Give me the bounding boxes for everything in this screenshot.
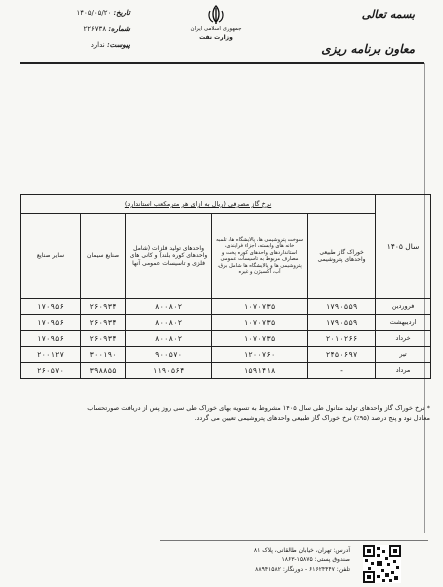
month-cell: خرداد <box>376 331 431 347</box>
industry-cell: ۱۱۹۰۵۶۴ <box>126 363 212 379</box>
deputy-title: معاون برنامه ریزی <box>321 42 415 56</box>
fuel-cell: ۱۰۷۰۷۳۵ <box>212 331 308 347</box>
attachment-value: ندارد <box>90 41 105 49</box>
qr-code <box>363 545 401 583</box>
other-cell: ۱۷۰۹۵۶ <box>21 299 81 315</box>
other-cell: ۲۰۰۱۲۷ <box>21 347 81 363</box>
attachment-label: پیوست: <box>107 40 130 49</box>
feed-cell: ۱۷۹۰۵۵۹ <box>308 315 376 331</box>
date-value: ۱۴۰۵/۰۵/۲۰ <box>76 9 112 17</box>
org-name-line2: وزارت نفت <box>199 34 233 41</box>
group-header: نرخ گاز مصرفی (ریال به ازای هر مترمکعب استاندارد) <box>21 195 376 214</box>
phone-line: تلفن: ۶۱۶۲۴۴۴۷ - دورنگار: ۸۸۹۴۱۵۸۲ <box>255 565 350 573</box>
emblem-logo <box>205 4 227 26</box>
date-label: تاریخ: <box>113 8 130 17</box>
cement-cell: ۲۶۰۹۳۴ <box>81 315 126 331</box>
number-field <box>40 24 130 33</box>
header-divider <box>20 62 424 64</box>
fuel-cell: ۱۵۹۱۴۱۸ <box>212 363 308 379</box>
cement-cell: ۲۶۰۹۳۴ <box>81 331 126 347</box>
footer-address <box>200 546 350 574</box>
feed-cell: - <box>308 363 376 379</box>
date-field <box>40 8 130 17</box>
column-header-fuel: سوخت پتروشیمی ها، پالایشگاه ها، تلمبه خانه های وابسته، اجزاء فرایندی، استانداردهای واحدهای کوره پخت و مصارف مربوط به تاسیسات عمومی پتروشیمی ها و پالایشگاه ها شامل برق، آب، آکسیژن و غیره <box>212 214 308 299</box>
feed-cell: ۲۴۵۰۶۹۷ <box>308 347 376 363</box>
fuel-cell: ۱۲۰۰۷۶۰ <box>212 347 308 363</box>
number-label: شماره: <box>108 24 130 33</box>
other-cell: ۱۷۰۹۵۶ <box>21 331 81 347</box>
attachment-field <box>40 40 130 49</box>
cement-cell: ۲۶۰۹۳۴ <box>81 299 126 315</box>
month-cell: اردیبهشت <box>376 315 431 331</box>
org-name-line1: جمهوری اسلامی ایران <box>190 26 242 32</box>
other-cell: ۱۷۰۹۵۶ <box>21 315 81 331</box>
cement-cell: ۳۹۸۸۵۵ <box>81 363 126 379</box>
footnote-line-1: * نرخ خوراک گاز واحدهای تولید متانول طی سال ۱۴۰۵ مشروط به تسویه بهای خوراک طی سی روز پس از دریافت صورتحساب <box>87 404 430 412</box>
address-line: آدرس: تهران، خیابان طالقانی، پلاک ۸۱ <box>253 547 350 554</box>
month-cell: فروردین <box>376 299 431 315</box>
year-header: سال ۱۴۰۵ <box>376 195 431 299</box>
industry-cell: ۹۰۰۵۷۰ <box>126 347 212 363</box>
column-header-other: سایر صنایع <box>21 214 81 299</box>
footnote-line-2: معادل نود و پنج درصد (۹۵٪) نرخ خوراک گاز طبیعی واحدهای پتروشیمی تعیین می گردد. <box>194 414 430 423</box>
table-row <box>21 299 431 315</box>
feed-cell: ۲۰۱۰۲۶۶ <box>308 331 376 347</box>
industry-cell: ۸۰۰۸۰۲ <box>126 331 212 347</box>
column-header-feed: خوراک گاز طبیعی واحدهای پتروشیمی <box>308 214 376 299</box>
month-cell: تیر <box>376 347 431 363</box>
column-header-industry: واحدهای تولید فلزات (شامل واحدهای کوره بلند) و کانی های فلزی و تاسیسات عمومی آنها <box>126 214 212 299</box>
month-cell: مرداد <box>376 363 431 379</box>
table-row <box>21 363 431 379</box>
other-cell: ۲۶۰۵۷۰ <box>21 363 81 379</box>
table-row <box>21 315 431 331</box>
number-value: ۲۲۶۷۳۸ <box>83 25 107 33</box>
cement-cell: ۳۰۰۱۹۰ <box>81 347 126 363</box>
industry-cell: ۸۰۰۸۰۲ <box>126 299 212 315</box>
footnote <box>20 403 430 424</box>
industry-cell: ۸۰۰۸۰۲ <box>126 315 212 331</box>
fuel-cell: ۱۰۷۰۷۳۵ <box>212 315 308 331</box>
feed-cell: ۱۷۹۰۵۵۹ <box>308 299 376 315</box>
gas-tariff-table <box>20 194 431 379</box>
footer-divider <box>160 540 428 541</box>
table-row <box>21 331 431 347</box>
postal-line: صندوق پستی: ۱۵۸۷۵-۱۸۶۳ <box>281 556 350 564</box>
basmala: بسمه تعالی <box>361 8 415 21</box>
fuel-cell: ۱۰۷۰۷۳۵ <box>212 299 308 315</box>
column-header-cement: صنایع سیمان <box>81 214 126 299</box>
table-row <box>21 347 431 363</box>
